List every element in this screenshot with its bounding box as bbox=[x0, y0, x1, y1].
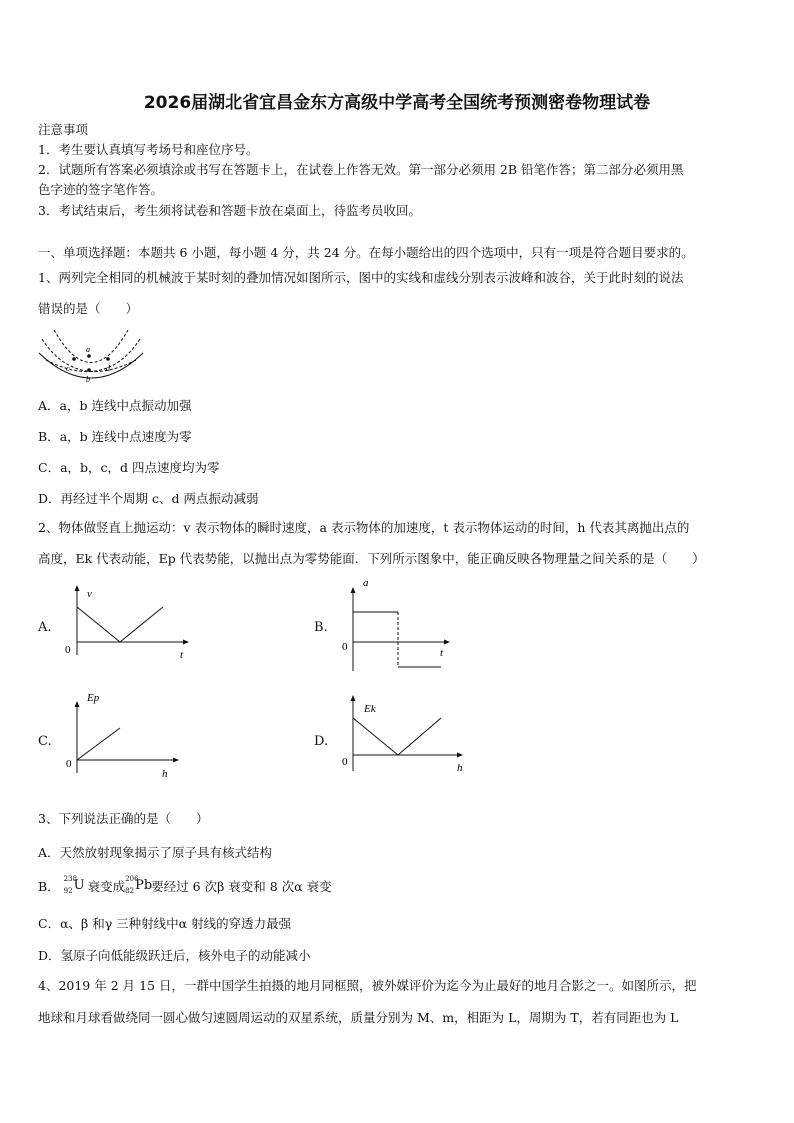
fig-label-b: b bbox=[86, 375, 90, 384]
notice-heading: 注意事项 bbox=[38, 122, 89, 137]
graph-b-y-label: a bbox=[363, 577, 369, 589]
q4-stem: 4、2019 年 2 月 15 日，一群中国学生拍摄的地月同框照，被外媒评价为迄今为止最好的地月合影之一。如图所示，把 bbox=[38, 978, 697, 993]
graph-b-origin: 0 bbox=[342, 641, 348, 653]
q3-option-a: A．天然放射现象揭示了原子具有核式结构 bbox=[38, 845, 273, 860]
graph-a-y-label: v bbox=[87, 588, 92, 600]
uranium-238-isotope: 238 92 U bbox=[63, 875, 85, 895]
notice-item-2: 2．试题所有答案必须填涂或书写在答题卡上，在试卷上作答无效。第一部分必须用 2B 铅笔作答；第二部分必须用黑 bbox=[38, 162, 684, 177]
graph-d-origin: 0 bbox=[342, 756, 348, 768]
graph-c-origin: 0 bbox=[66, 758, 72, 770]
notice-item-2-cont: 色字迹的签字笔作答。 bbox=[38, 182, 164, 197]
q1-option-c: C．a，b，c，d 四点速度均为零 bbox=[38, 460, 220, 475]
page-title: 2026届湖北省宜昌金东方高级中学高考全国统考预测密卷物理试卷 bbox=[143, 93, 651, 113]
q3-option-b: B． 238 92 U 衰变成 206 82 Pb 要经过 6 次β 衰变和 8 次α 衰变 bbox=[38, 875, 332, 895]
q1-option-b: B．a，b 连线中点速度为零 bbox=[38, 429, 192, 444]
q1-option-d: D．再经过半个周期 c、d 两点振动减弱 bbox=[38, 491, 259, 506]
q2-stem: 2、物体做竖直上抛运动：v 表示物体的瞬时速度，a 表示物体的加速度，t 表示物体运动的时间，h 代表其离抛出点的 bbox=[38, 520, 690, 535]
lead-206-isotope: 206 82 Pb bbox=[125, 875, 153, 895]
graph-c-x-label: h bbox=[162, 768, 168, 780]
graph-c-label: C. bbox=[38, 734, 52, 749]
fig-label-d: d bbox=[106, 364, 110, 373]
q3-stem: 3、下列说法正确的是（ ） bbox=[38, 811, 209, 826]
graph-d-label: D. bbox=[314, 734, 329, 749]
q1-stem: 1、两列完全相同的机械波于某时刻的叠加情况如图所示，图中的实线和虚线分别表示波峰和波谷，关于此时刻的说法 bbox=[38, 270, 684, 285]
notice-item-3: 3．考试结束后，考生须将试卷和答题卡放在桌面上，待监考员收回。 bbox=[38, 203, 421, 218]
q1-stem-cont: 错误的是（ ） bbox=[38, 301, 139, 316]
q4-stem-cont: 地球和月球看做绕同一圆心做匀速圆周运动的双星系统，质量分别为 M、m，相距为 L，周期为 T，若有同距也为 L bbox=[38, 1010, 679, 1025]
graph-b-x-label: t bbox=[440, 647, 444, 659]
q3-option-d: D．氢原子向低能级跃迁后，核外电子的动能减小 bbox=[38, 948, 311, 963]
fig-label-a: a bbox=[86, 345, 90, 354]
graph-c bbox=[60, 685, 190, 780]
graph-b bbox=[336, 575, 456, 675]
graph-a-label: A. bbox=[38, 620, 52, 635]
graph-a-x-label: t bbox=[180, 649, 184, 661]
graph-b-label: B. bbox=[314, 620, 328, 635]
notice-item-1: 1．考生要认真填写考场号和座位序号。 bbox=[38, 142, 259, 157]
section-heading: 一、单项选择题：本题共 6 小题，每小题 4 分，共 24 分。在每小题给出的四个选项中，只有一项是符合题目要求的。 bbox=[38, 245, 694, 260]
graph-a bbox=[60, 583, 200, 663]
q1-option-a: A．a，b 连线中点振动加强 bbox=[38, 398, 192, 413]
q2-stem-cont: 高度，Ek 代表动能，Ep 代表势能，以抛出点为零势能面．下列所示图象中，能正确反映各物理量之间关系的是（ ） bbox=[38, 551, 705, 566]
fig-label-c: c bbox=[66, 364, 70, 373]
graph-d bbox=[336, 685, 476, 780]
q1-wave-figure bbox=[36, 325, 146, 387]
q3-option-c: C．α、β 和γ 三种射线中α 射线的穿透力最强 bbox=[38, 916, 292, 931]
graph-d-y-label: Ek bbox=[364, 703, 376, 715]
graph-a-origin: 0 bbox=[65, 644, 71, 656]
graph-d-x-label: h bbox=[457, 762, 463, 774]
graph-c-y-label: Ep bbox=[87, 692, 100, 704]
